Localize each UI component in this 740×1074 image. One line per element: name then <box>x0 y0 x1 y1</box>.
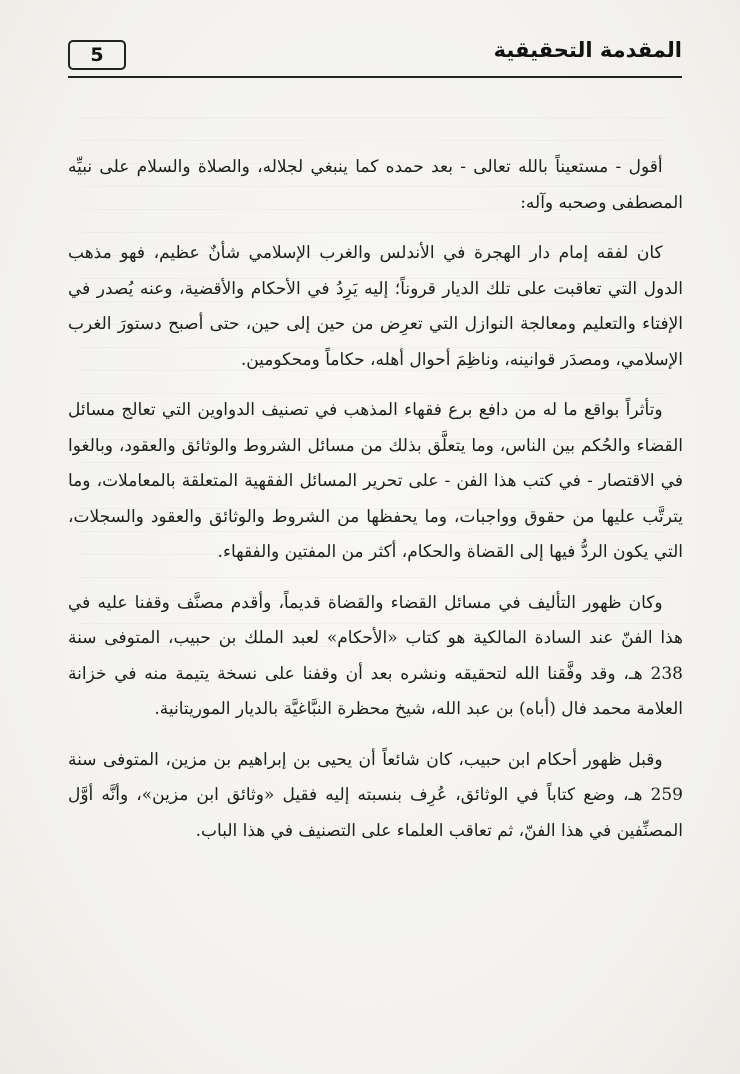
paragraph-jurists-works: وتأثراً بواقع ما له من دافع برع فقهاء المذهب في تصنيف الدواوين التي تعالج مسائل القضاء والحُكم بين الناس، وما يتعلَّق بذلك من مسائل الشروط والوثائق والعقود، وبالغوا في الاقتصار - في كتب هذا الفن - على تحرير المسائل الفقهية المتعلقة بالمعاملات، وما يترتَّب عليها من حقوق وواجبات، وما يحفظها من الشروط والوثائق والعقود والسجلات، التي يكون الردُّ فيها إلى القضاة والحكام، أكثر من المفتين والفقهاء. <box>68 400 683 562</box>
page-number: 5 <box>68 40 126 70</box>
main-text <box>68 150 683 864</box>
paragraph-andalus-fiqh: كان لفقه إمام دار الهجرة في الأندلس والغرب الإسلامي شأنٌ عظيم، فهو مذهب الدول التي تعاقبت على تلك الديار قروناً؛ إليه يَرِدُ في الأحكام والأقضية، وعنه يُصدر في الإفتاء والتعليم ومعالجة النوازل التي تعرِض من حين إلى حين، حتى أصبح دستورَ الغرب الإسلامي، ومصدَر قوانينه، وناظِمَ أحوال أهله، حكاماً ومحكومين. <box>68 243 683 370</box>
header-rule <box>68 76 682 78</box>
page-header <box>68 40 682 78</box>
paragraph-ibn-muzayn: وقبل ظهور أحكام ابن حبيب، كان شائعاً أن يحيى بن إبراهيم بن مزين، المتوفى سنة 259 هـ، وضع كتاباً في الوثائق، عُرِف بنسبته إليه فقيل «وثائق ابن مزين»، وأنَّه أوَّل المصنِّفين في هذا الفنّ، ثم تعاقب العلماء على التصنيف في هذا الباب. <box>68 749 683 841</box>
paragraph-ibn-habib: وكان ظهور التأليف في مسائل القضاء والقضاة قديماً، وأقدم مصنَّف وقفنا عليه في هذا الفنّ عند السادة المالكية هو كتاب «الأحكام» لعبد الملك بن حبيب، المتوفى سنة 238 هـ، وقد وفَّقنا الله لتحقيقه ونشره بعد أن وقفنا على نسخة يتيمة منه في خزانة العلامة محمد فال (أباه) بن عبد الله، شيخ محظرة النبَّاغيَّة بالديار الموريتانية. <box>68 592 683 719</box>
running-title: المقدمة التحقيقية <box>493 38 682 62</box>
paragraph-opening: أقول - مستعيناً بالله تعالى - بعد حمده كما ينبغي لجلاله، والصلاة والسلام على نبيِّه المصطفى وصحبه وآله: <box>68 157 683 213</box>
